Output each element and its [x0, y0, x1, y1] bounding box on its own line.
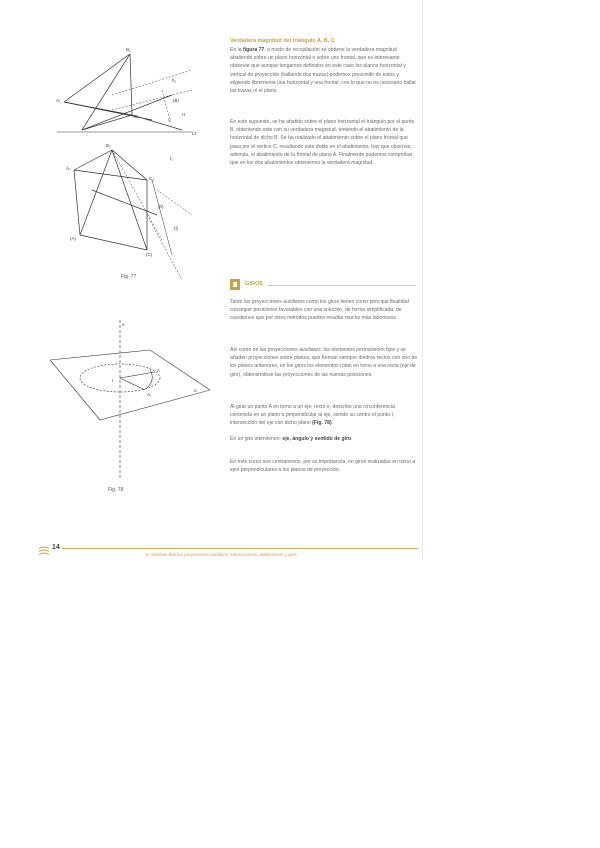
- fig77-line: [112, 150, 162, 240]
- fig77-line: [152, 180, 172, 255]
- fig77-line: [74, 150, 112, 170]
- fig77-label: (h): [158, 204, 164, 209]
- paragraph-3: Tanto las proyecciones auxiliares como los giros tienen como principal finalidad conseguir posiciones favorables con una solución, de forma simplificada, de cuestiones que por otros métodos pueden resultar mucho más laboriosos.: [230, 299, 409, 322]
- text-span: En la: [230, 47, 244, 53]
- paragraph-4: [230, 346, 418, 379]
- footer-rule: [62, 548, 418, 549]
- fig77-label: (C): [146, 252, 153, 257]
- fig77-label: V: [168, 118, 172, 123]
- text-span: , los elementos permanecen fijos y se añaden proyecciones sobre planos, que forman siempre diedros rectos con uno de los planos anteriores, en los giros los elementos rotan en torno a una recta (eje de giro), obteniéndose las proyecciones de las nuevas posiciones.: [230, 347, 418, 378]
- fig77-label: A₁: [56, 98, 61, 103]
- paragraph-2: En este supuesto, se ha abatido sobre el plano horizontal el triángulo por el punto B, obteniendo este con su verdadera magnitud, teniendo el abatimiento de la horizontal de dicho B. Se ha realizado el abatimiento sobre el plano frontal que pasa por el vértice C, resultando este doble en el abatimiento, hay que observar, además, el abatimiento de la frontal de plano A. Finalmente podemos comprobar que en los dos abatimientos obtenemos la verdadera magnitud.: [230, 119, 415, 167]
- text-span: .: [351, 436, 353, 442]
- figure-77-caption: Fig. 77: [121, 274, 137, 280]
- fig78-radius: [120, 378, 145, 390]
- figure-78: [30, 320, 210, 480]
- publisher-logo-icon: [38, 545, 50, 555]
- fig77-line: [130, 54, 132, 115]
- footer-text: B. Sistema diédrico: proyecciones auxiliares, intersecciones, abatimientos y giros: [146, 552, 297, 557]
- fig77-line: [162, 90, 170, 120]
- fig78-label: I: [112, 378, 114, 383]
- fig77-line: [82, 54, 130, 130]
- text-span: Así como en las proyecciones: [230, 347, 300, 353]
- paragraph-6: [230, 435, 418, 443]
- text-span: En un giro intervienen:: [230, 436, 283, 442]
- page-footer: [38, 540, 420, 560]
- fig77-label: C₂: [149, 176, 154, 181]
- scan-edge: [422, 0, 423, 560]
- fig77-line: [112, 90, 192, 110]
- fig78-label: A₁: [147, 392, 152, 397]
- fig77-label: C₁: [134, 114, 139, 119]
- figure-reference: figura 77: [243, 47, 265, 53]
- subheading: Verdadera magnitud del triángulo A, B, C: [230, 38, 335, 44]
- fig77-line: [74, 170, 147, 180]
- paragraph-1: [230, 46, 418, 95]
- fig77-line: [80, 235, 147, 250]
- fig77-label: (B): [173, 98, 179, 103]
- fig78-label: A: [157, 368, 161, 373]
- section-header-giros: [230, 279, 420, 291]
- text-span: , a modo de recopilación se obtiene la verdadera magnitud abatiendo sobre un plano horizontal o sobre uno frontal, que es interesante observar que aunque tengamos definidos en este caso los planos horizontal y vertical de proyección (hallando dos trazas) podemos prescindir de estos y eligiendo libremente una horizontal y una frontal, con lo que no es necesario hallar las trazas ni el plano.: [230, 47, 417, 95]
- fig77-line: [74, 170, 80, 235]
- section-marker-inner: [233, 282, 237, 287]
- figure-77-drawing: [52, 40, 202, 280]
- fig78-radius: [120, 372, 155, 378]
- section-title: GIROS: [245, 281, 264, 287]
- paragraph-5: [230, 403, 418, 428]
- fig77-label: H: [182, 112, 186, 117]
- paragraph-7: En este curso nos centraremos, por su importancia, en giros realizados en torno a ejes perpendiculares a los planos de proyección.: [230, 459, 416, 474]
- fig77-line: [147, 215, 182, 280]
- figure-78-drawing: [30, 320, 210, 480]
- fig77-label: A₂: [66, 166, 71, 171]
- page-number: 14: [52, 544, 60, 551]
- figure-77: [52, 40, 202, 280]
- fig77-line: [82, 95, 172, 130]
- fig77-label: B₁: [126, 47, 131, 52]
- figure-78-caption: Fig. 78: [108, 487, 124, 493]
- fig77-label: (f): [174, 226, 179, 231]
- text-span: Al girar un punto A en torno a un eje, recto e, describe una circunferencia contenida en un plano α perpendicular al eje, siendo su centro el punto I, intersección del eje con dicho plano: [230, 404, 395, 427]
- fig77-line: [82, 115, 132, 130]
- fig78-plane: [50, 350, 210, 420]
- section-rule: [268, 285, 416, 286]
- emphasis: auxiliares: [299, 347, 321, 353]
- fig77-line: [64, 102, 152, 120]
- fig77-label: f₁: [170, 156, 173, 161]
- fig77-line: [80, 150, 112, 235]
- fig78-label: e: [122, 322, 125, 327]
- fig77-line: [64, 54, 130, 102]
- fig78-label: α: [194, 388, 197, 393]
- fig77-line: [112, 70, 192, 95]
- fig77-line: [157, 190, 192, 215]
- figure-reference: (Fig. 78): [312, 420, 332, 427]
- fig77-label: h₁: [172, 78, 177, 83]
- fig77-label: B₂: [106, 143, 111, 148]
- fig77-label: (A): [70, 236, 76, 241]
- text-span: .: [331, 420, 334, 427]
- emphasis: eje, ángulo y sentido de giro: [282, 436, 352, 442]
- fig77-label: LT: [192, 131, 197, 136]
